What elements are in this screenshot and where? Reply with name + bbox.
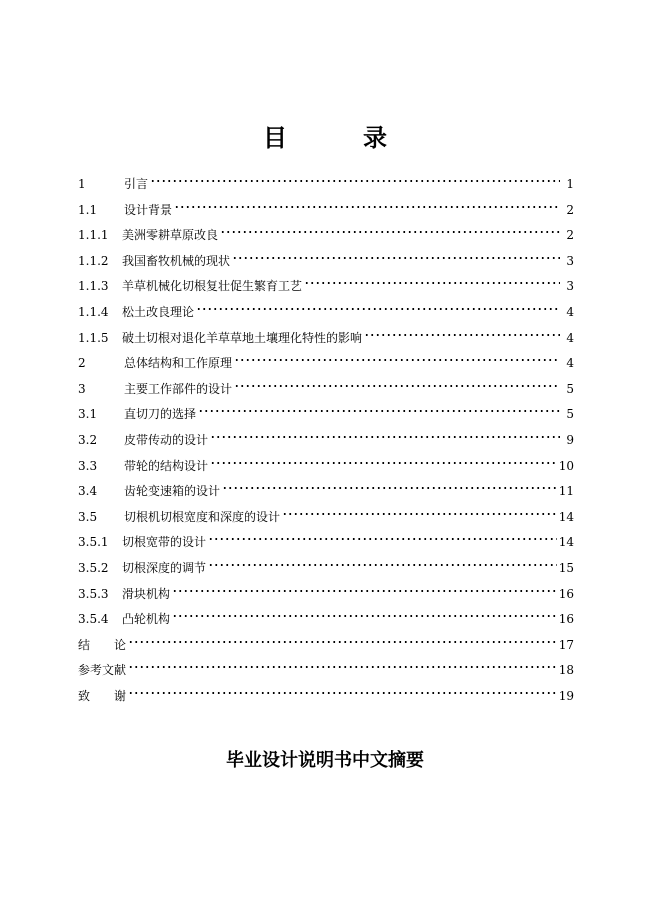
toc-entry[interactable]	[78, 198, 574, 224]
toc-entry-page: 14	[558, 509, 574, 524]
toc-entry-label: 美洲零耕草原改良	[122, 228, 219, 243]
toc-entry-page: 18	[558, 663, 574, 678]
toc-entry-number: 3.3	[78, 458, 98, 473]
toc-leader-dots	[128, 638, 557, 646]
toc-leader-dots	[196, 305, 560, 313]
toc-entry-label: 齿轮变速箱的设计	[124, 484, 221, 499]
toc-entry-page: 3	[566, 253, 574, 268]
toc-entry-page: 17	[558, 637, 574, 652]
toc-entry[interactable]	[78, 607, 574, 633]
toc-entry-page: 10	[558, 458, 574, 473]
toc-entry[interactable]	[78, 454, 574, 480]
toc-entry[interactable]	[78, 556, 574, 582]
toc-entry-number: 3.2	[78, 432, 98, 447]
toc-entry-number: 1.1.5	[78, 330, 109, 345]
toc-entry[interactable]	[78, 351, 574, 377]
toc-entry-number: 1.1.4	[78, 304, 109, 319]
toc-leader-dots	[282, 510, 557, 518]
toc-entry-label: 致 谢	[78, 688, 127, 703]
toc-entry-label: 引言	[124, 177, 149, 191]
toc-entry-page: 16	[558, 586, 574, 601]
toc-entry-number: 3.5.2	[78, 560, 109, 575]
toc-entry-label: 羊草机械化切根复壮促生繁育工艺	[122, 279, 303, 294]
toc-entry-number: 1.1	[78, 202, 98, 217]
toc-entry[interactable]	[78, 658, 574, 684]
toc-entry-label: 切根深度的调节	[122, 560, 207, 575]
toc-entry[interactable]	[78, 300, 574, 326]
toc-leader-dots	[210, 459, 557, 467]
toc-leader-dots	[174, 203, 560, 211]
toc-entry[interactable]	[78, 172, 574, 198]
toc-entry-label: 松土改良理论	[122, 304, 195, 319]
toc-entry-page: 4	[566, 356, 574, 371]
toc-entry[interactable]	[78, 428, 574, 454]
toc-leader-dots	[150, 177, 560, 185]
toc-entry-number: 1.1.1	[78, 228, 109, 243]
toc-entry-page: 16	[558, 612, 574, 627]
toc-entry-label: 结 论	[78, 637, 127, 652]
toc-entry-label: 凸轮机构	[122, 612, 171, 627]
toc-leader-dots	[222, 484, 557, 492]
toc-entry-label: 设计背景	[124, 202, 173, 217]
toc-leader-dots	[208, 535, 557, 543]
toc-entry[interactable]	[78, 582, 574, 608]
toc-entry[interactable]	[78, 633, 574, 659]
toc-entry-number: 1	[78, 177, 86, 191]
toc-entry[interactable]	[78, 479, 574, 505]
toc-leader-dots	[364, 331, 560, 339]
toc-leader-dots	[172, 612, 557, 620]
toc-entry-number: 3	[78, 381, 86, 396]
toc-entry-page: 9	[566, 432, 574, 447]
toc-entry[interactable]	[78, 505, 574, 531]
toc-entry[interactable]	[78, 377, 574, 403]
toc-entry-page: 1	[566, 177, 574, 191]
toc-entry-label: 切根宽带的设计	[122, 535, 207, 550]
toc-entry-page: 4	[566, 304, 574, 319]
toc-entry[interactable]	[78, 402, 574, 428]
toc-entry-label: 带轮的结构设计	[124, 458, 209, 473]
toc-entry-label: 滑块机构	[122, 586, 171, 601]
toc-entry-page: 2	[566, 228, 574, 243]
toc-leader-dots	[198, 407, 560, 415]
toc-entry-label: 参考文献	[78, 663, 127, 678]
table-of-contents	[78, 172, 574, 709]
toc-entry-number: 1.1.3	[78, 279, 109, 294]
toc-entry[interactable]	[78, 274, 574, 300]
toc-entry-label: 切根机切根宽度和深度的设计	[124, 509, 281, 524]
toc-entry[interactable]	[78, 684, 574, 710]
toc-entry-label: 直切刀的选择	[124, 407, 197, 422]
toc-leader-dots	[128, 663, 557, 671]
toc-leader-dots	[232, 254, 560, 262]
toc-entry-number: 3.4	[78, 484, 98, 499]
toc-entry-label: 皮带传动的设计	[124, 432, 209, 447]
toc-entry-page: 3	[566, 279, 574, 294]
toc-entry[interactable]	[78, 326, 574, 352]
toc-entry-page: 19	[558, 688, 574, 703]
toc-leader-dots	[234, 382, 560, 390]
toc-entry[interactable]	[78, 223, 574, 249]
toc-leader-dots	[304, 279, 560, 287]
toc-entry-label: 主要工作部件的设计	[124, 381, 233, 396]
toc-leader-dots	[234, 356, 560, 364]
toc-entry-page: 2	[566, 202, 574, 217]
toc-entry-label: 我国畜牧机械的现状	[122, 253, 231, 268]
toc-entry[interactable]	[78, 530, 574, 556]
toc-leader-dots	[208, 561, 557, 569]
toc-entry-number: 3.5	[78, 509, 98, 524]
toc-entry-number: 3.5.4	[78, 612, 109, 627]
toc-entry[interactable]	[78, 249, 574, 275]
toc-entry-page: 5	[566, 381, 574, 396]
toc-entry-page: 11	[558, 484, 574, 499]
toc-entry-page: 5	[566, 407, 574, 422]
toc-title: 目 录	[263, 123, 413, 152]
toc-entry-page: 14	[558, 535, 574, 550]
toc-entry-number: 3.5.1	[78, 535, 109, 550]
toc-entry-page: 15	[558, 560, 574, 575]
toc-entry-number: 3.1	[78, 407, 98, 422]
toc-entry-label: 总体结构和工作原理	[124, 356, 233, 371]
toc-leader-dots	[210, 433, 560, 441]
toc-entry-number: 1.1.2	[78, 253, 109, 268]
toc-leader-dots	[172, 587, 557, 595]
toc-entry-number: 2	[78, 356, 86, 371]
toc-leader-dots	[220, 228, 560, 236]
toc-entry-number: 3.5.3	[78, 586, 109, 601]
abstract-title: 毕业设计说明书中文摘要	[226, 750, 424, 771]
toc-entry-page: 4	[566, 330, 574, 345]
toc-entry-label: 破土切根对退化羊草草地土壤理化特性的影响	[122, 330, 363, 345]
toc-leader-dots	[128, 689, 557, 697]
